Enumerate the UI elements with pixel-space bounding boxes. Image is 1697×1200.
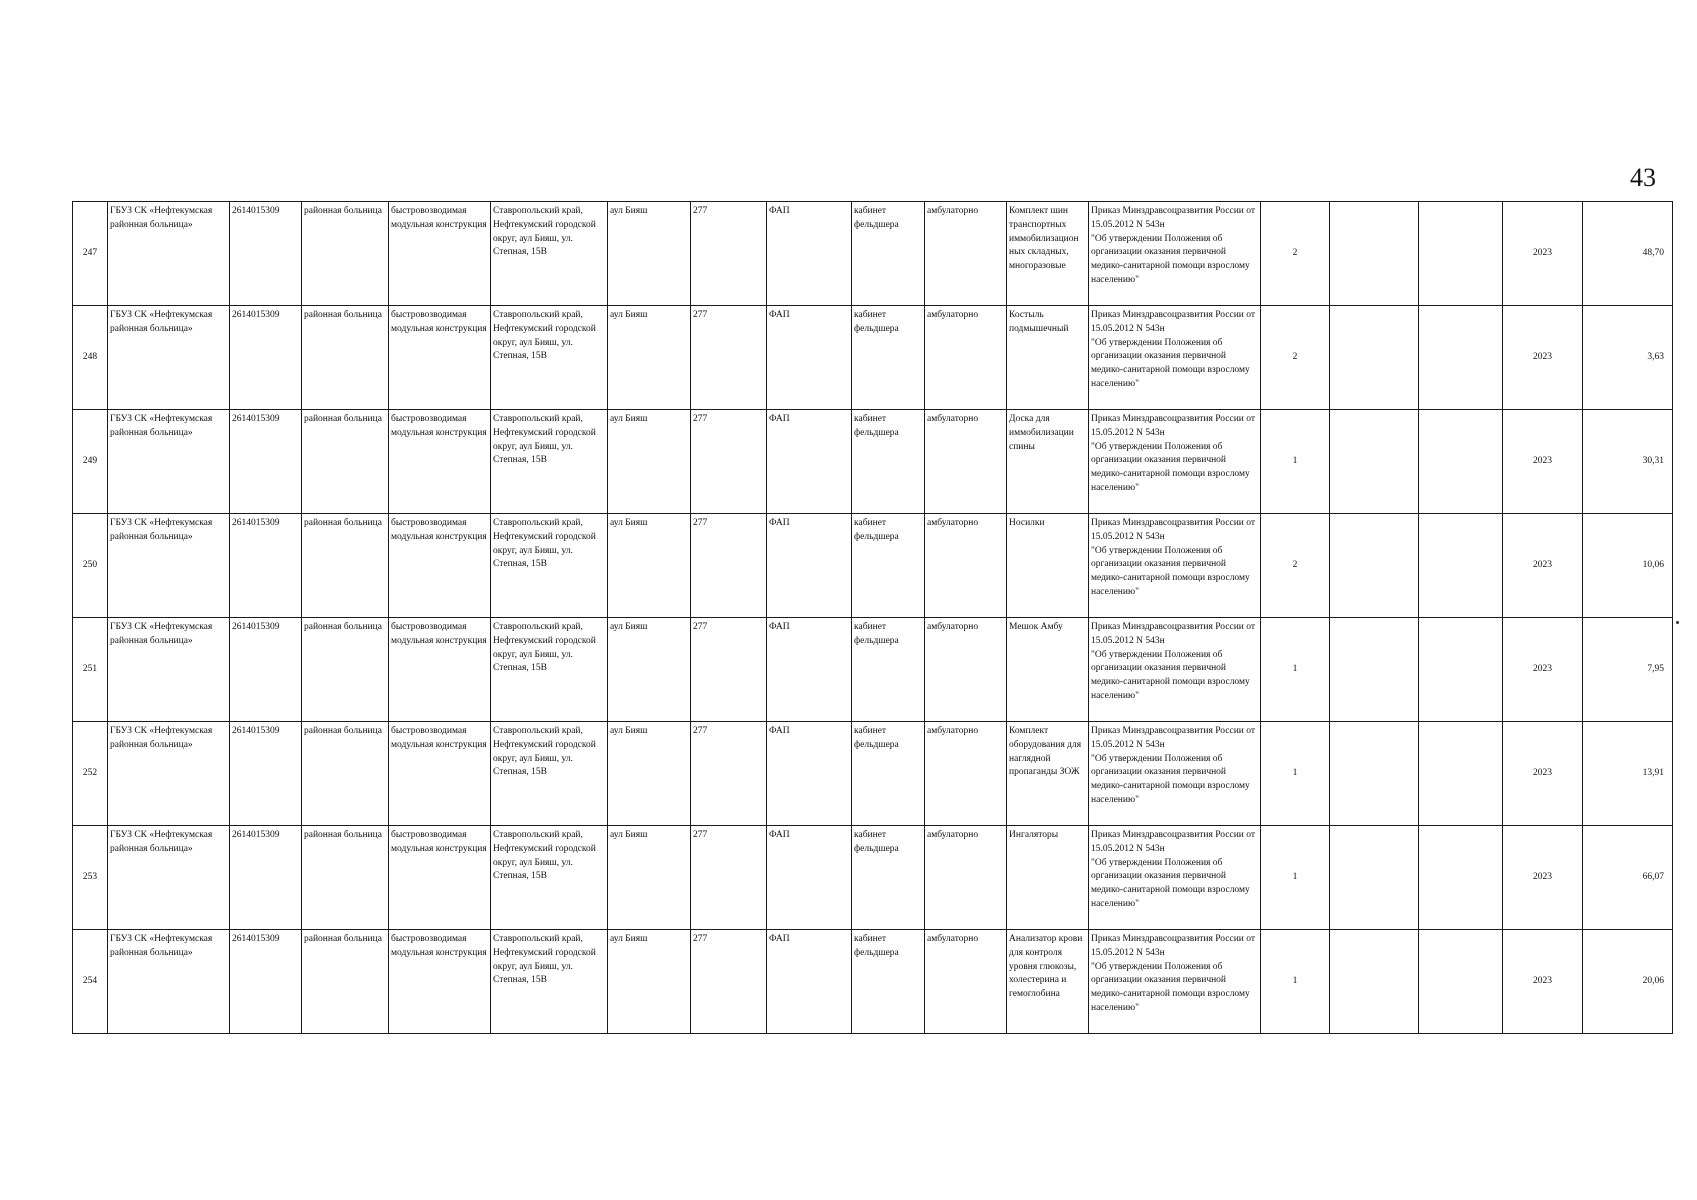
row-number-cell: 251 (73, 618, 108, 722)
row-number-cell: 249 (73, 410, 108, 514)
quantity-cell: 2 (1261, 306, 1330, 410)
inn-cell: 2614015309 (230, 514, 302, 618)
year-cell: 2023 (1503, 306, 1583, 410)
unit-type-cell: ФАП (767, 722, 852, 826)
year-cell: 2023 (1503, 514, 1583, 618)
empty-cell (1330, 514, 1419, 618)
row-number-cell: 254 (73, 930, 108, 1034)
equipment-name-cell: Комплект шин транспортных иммобилизацион ных складных, многоразовые (1007, 202, 1089, 306)
regulation-line: "Об утверждении Положения об организации оказания первичной медико-санитарной помощи взрослому населению" (1091, 649, 1250, 701)
regulation-line: "Об утверждении Положения об организации оказания первичной медико-санитарной помощи взрослому населению" (1091, 961, 1250, 1013)
address-cell: Ставропольский край, Нефтекумский городской округ, аул Бияш, ул. Степная, 15В (491, 202, 608, 306)
regulation-line: Приказ Минздравсоцразвития России от 15.05.2012 N 543н (1091, 206, 1256, 230)
settlement-cell: аул Бияш (608, 514, 691, 618)
settlement-cell: аул Бияш (608, 410, 691, 514)
construction-type-cell: быстровозводимая модульная конструкция (389, 514, 491, 618)
regulation-cell (1089, 722, 1261, 826)
address-cell: Ставропольский край, Нефтекумский городской округ, аул Бияш, ул. Степная, 15В (491, 722, 608, 826)
regulation-line: "Об утверждении Положения об организации оказания первичной медико-санитарной помощи взрослому населению" (1091, 545, 1250, 597)
population-cell: 277 (691, 202, 767, 306)
population-cell: 277 (691, 410, 767, 514)
regulation-line: Приказ Минздравсоцразвития России от 15.05.2012 N 543н (1091, 414, 1256, 438)
inn-cell: 2614015309 (230, 826, 302, 930)
organization-cell: ГБУЗ СК «Нефтекумская районная больница» (108, 410, 230, 514)
population-cell: 277 (691, 722, 767, 826)
price-cell: 3,63 (1583, 306, 1673, 410)
inn-cell: 2614015309 (230, 722, 302, 826)
organization-cell: ГБУЗ СК «Нефтекумская районная больница» (108, 514, 230, 618)
construction-type-cell: быстровозводимая модульная конструкция (389, 410, 491, 514)
price-cell: 13,91 (1583, 722, 1673, 826)
price-cell: 66,07 (1583, 826, 1673, 930)
settlement-cell: аул Бияш (608, 826, 691, 930)
table-row (73, 618, 1673, 722)
construction-type-cell: быстровозводимая модульная конструкция (389, 306, 491, 410)
regulation-cell (1089, 306, 1261, 410)
regulation-line: "Об утверждении Положения об организации оказания первичной медико-санитарной помощи взрослому населению" (1091, 753, 1250, 805)
regulation-line: Приказ Минздравсоцразвития России от 15.05.2012 N 543н (1091, 622, 1256, 646)
empty-cell (1419, 306, 1503, 410)
equipment-name-cell: Комплект оборудования для наглядной пропаганды ЗОЖ (1007, 722, 1089, 826)
price-cell: 10,06 (1583, 514, 1673, 618)
price-cell: 7,95 (1583, 618, 1673, 722)
room-cell: кабинет фельдшера (852, 618, 925, 722)
settlement-cell: аул Бияш (608, 618, 691, 722)
regulation-line: "Об утверждении Положения об организации оказания первичной медико-санитарной помощи взрослому населению" (1091, 441, 1250, 493)
empty-cell (1330, 410, 1419, 514)
quantity-cell: 1 (1261, 618, 1330, 722)
room-cell: кабинет фельдшера (852, 514, 925, 618)
regulation-cell (1089, 202, 1261, 306)
care-form-cell: амбулаторно (925, 826, 1007, 930)
empty-cell (1419, 826, 1503, 930)
empty-cell (1419, 202, 1503, 306)
empty-cell (1330, 202, 1419, 306)
inn-cell: 2614015309 (230, 618, 302, 722)
regulation-cell (1089, 514, 1261, 618)
care-form-cell: амбулаторно (925, 930, 1007, 1034)
room-cell: кабинет фельдшера (852, 410, 925, 514)
settlement-cell: аул Бияш (608, 722, 691, 826)
institution-type-cell: районная больница (302, 202, 389, 306)
table-row (73, 826, 1673, 930)
quantity-cell: 1 (1261, 722, 1330, 826)
table-body (73, 202, 1673, 1034)
institution-type-cell: районная больница (302, 410, 389, 514)
institution-type-cell: районная больница (302, 826, 389, 930)
row-number-cell: 252 (73, 722, 108, 826)
row-number-cell: 253 (73, 826, 108, 930)
construction-type-cell: быстровозводимая модульная конструкция (389, 930, 491, 1034)
construction-type-cell: быстровозводимая модульная конструкция (389, 618, 491, 722)
organization-cell: ГБУЗ СК «Нефтекумская районная больница» (108, 202, 230, 306)
room-cell: кабинет фельдшера (852, 930, 925, 1034)
page-number: 43 (1630, 163, 1656, 192)
equipment-name-cell: Ингаляторы (1007, 826, 1089, 930)
price-cell: 30,31 (1583, 410, 1673, 514)
empty-cell (1330, 618, 1419, 722)
year-cell: 2023 (1503, 722, 1583, 826)
price-cell: 48,70 (1583, 202, 1673, 306)
care-form-cell: амбулаторно (925, 514, 1007, 618)
regulation-cell (1089, 826, 1261, 930)
unit-type-cell: ФАП (767, 514, 852, 618)
table-row (73, 514, 1673, 618)
construction-type-cell: быстровозводимая модульная конструкция (389, 826, 491, 930)
address-cell: Ставропольский край, Нефтекумский городской округ, аул Бияш, ул. Степная, 15В (491, 410, 608, 514)
year-cell: 2023 (1503, 202, 1583, 306)
address-cell: Ставропольский край, Нефтекумский городской округ, аул Бияш, ул. Степная, 15В (491, 306, 608, 410)
unit-type-cell: ФАП (767, 930, 852, 1034)
regulation-cell (1089, 618, 1261, 722)
year-cell: 2023 (1503, 930, 1583, 1034)
care-form-cell: амбулаторно (925, 722, 1007, 826)
empty-cell (1419, 618, 1503, 722)
institution-type-cell: районная больница (302, 722, 389, 826)
institution-type-cell: районная больница (302, 618, 389, 722)
construction-type-cell: быстровозводимая модульная конструкция (389, 722, 491, 826)
settlement-cell: аул Бияш (608, 930, 691, 1034)
row-number-cell: 248 (73, 306, 108, 410)
regulation-line: Приказ Минздравсоцразвития России от 15.05.2012 N 543н (1091, 830, 1256, 854)
room-cell: кабинет фельдшера (852, 722, 925, 826)
address-cell: Ставропольский край, Нефтекумский городской округ, аул Бияш, ул. Степная, 15В (491, 618, 608, 722)
year-cell: 2023 (1503, 618, 1583, 722)
unit-type-cell: ФАП (767, 410, 852, 514)
unit-type-cell: ФАП (767, 618, 852, 722)
institution-type-cell: районная больница (302, 514, 389, 618)
address-cell: Ставропольский край, Нефтекумский городской округ, аул Бияш, ул. Степная, 15В (491, 514, 608, 618)
room-cell: кабинет фельдшера (852, 826, 925, 930)
row-number-cell: 250 (73, 514, 108, 618)
empty-cell (1330, 826, 1419, 930)
population-cell: 277 (691, 618, 767, 722)
regulation-line: "Об утверждении Положения об организации оказания первичной медико-санитарной помощи взрослому населению" (1091, 337, 1250, 389)
quantity-cell: 1 (1261, 930, 1330, 1034)
population-cell: 277 (691, 514, 767, 618)
care-form-cell: амбулаторно (925, 618, 1007, 722)
organization-cell: ГБУЗ СК «Нефтекумская районная больница» (108, 722, 230, 826)
quantity-cell: 2 (1261, 514, 1330, 618)
regulation-line: "Об утверждении Положения об организации оказания первичной медико-санитарной помощи взрослому населению" (1091, 233, 1250, 285)
organization-cell: ГБУЗ СК «Нефтекумская районная больница» (108, 618, 230, 722)
year-cell: 2023 (1503, 826, 1583, 930)
quantity-cell: 2 (1261, 202, 1330, 306)
population-cell: 277 (691, 930, 767, 1034)
price-cell: 20,06 (1583, 930, 1673, 1034)
equipment-name-cell: Костыль подмышечный (1007, 306, 1089, 410)
equipment-name-cell: Доска для иммобилизации спины (1007, 410, 1089, 514)
regulation-cell (1089, 410, 1261, 514)
quantity-cell: 1 (1261, 826, 1330, 930)
empty-cell (1330, 930, 1419, 1034)
empty-cell (1419, 514, 1503, 618)
care-form-cell: амбулаторно (925, 306, 1007, 410)
equipment-table (72, 201, 1673, 1034)
room-cell: кабинет фельдшера (852, 202, 925, 306)
row-number-cell: 247 (73, 202, 108, 306)
equipment-name-cell: Анализатор крови для контроля уровня глюкозы, холестерина и гемоглобина (1007, 930, 1089, 1034)
empty-cell (1330, 306, 1419, 410)
settlement-cell: аул Бияш (608, 306, 691, 410)
organization-cell: ГБУЗ СК «Нефтекумская районная больница» (108, 930, 230, 1034)
inn-cell: 2614015309 (230, 306, 302, 410)
empty-cell (1419, 410, 1503, 514)
unit-type-cell: ФАП (767, 202, 852, 306)
regulation-line: Приказ Минздравсоцразвития России от 15.05.2012 N 543н (1091, 726, 1256, 750)
empty-cell (1419, 722, 1503, 826)
address-cell: Ставропольский край, Нефтекумский городской округ, аул Бияш, ул. Степная, 15В (491, 826, 608, 930)
regulation-line: Приказ Минздравсоцразвития России от 15.05.2012 N 543н (1091, 934, 1256, 958)
regulation-line: Приказ Минздравсоцразвития России от 15.05.2012 N 543н (1091, 310, 1256, 334)
construction-type-cell: быстровозводимая модульная конструкция (389, 202, 491, 306)
care-form-cell: амбулаторно (925, 410, 1007, 514)
empty-cell (1419, 930, 1503, 1034)
inn-cell: 2614015309 (230, 930, 302, 1034)
regulation-line: Приказ Минздравсоцразвития России от 15.05.2012 N 543н (1091, 518, 1256, 542)
regulation-cell (1089, 930, 1261, 1034)
care-form-cell: амбулаторно (925, 202, 1007, 306)
population-cell: 277 (691, 306, 767, 410)
table-row (73, 306, 1673, 410)
year-cell: 2023 (1503, 410, 1583, 514)
settlement-cell: аул Бияш (608, 202, 691, 306)
organization-cell: ГБУЗ СК «Нефтекумская районная больница» (108, 306, 230, 410)
unit-type-cell: ФАП (767, 826, 852, 930)
stray-mark (1676, 621, 1679, 624)
inn-cell: 2614015309 (230, 410, 302, 514)
regulation-line: "Об утверждении Положения об организации оказания первичной медико-санитарной помощи взрослому населению" (1091, 857, 1250, 909)
inn-cell: 2614015309 (230, 202, 302, 306)
room-cell: кабинет фельдшера (852, 306, 925, 410)
population-cell: 277 (691, 826, 767, 930)
organization-cell: ГБУЗ СК «Нефтекумская районная больница» (108, 826, 230, 930)
institution-type-cell: районная больница (302, 306, 389, 410)
table-row (73, 202, 1673, 306)
table-row (73, 410, 1673, 514)
empty-cell (1330, 722, 1419, 826)
quantity-cell: 1 (1261, 410, 1330, 514)
table-row (73, 722, 1673, 826)
table-row (73, 930, 1673, 1034)
institution-type-cell: районная больница (302, 930, 389, 1034)
unit-type-cell: ФАП (767, 306, 852, 410)
address-cell: Ставропольский край, Нефтекумский городской округ, аул Бияш, ул. Степная, 15В (491, 930, 608, 1034)
equipment-name-cell: Носилки (1007, 514, 1089, 618)
equipment-name-cell: Мешок Амбу (1007, 618, 1089, 722)
